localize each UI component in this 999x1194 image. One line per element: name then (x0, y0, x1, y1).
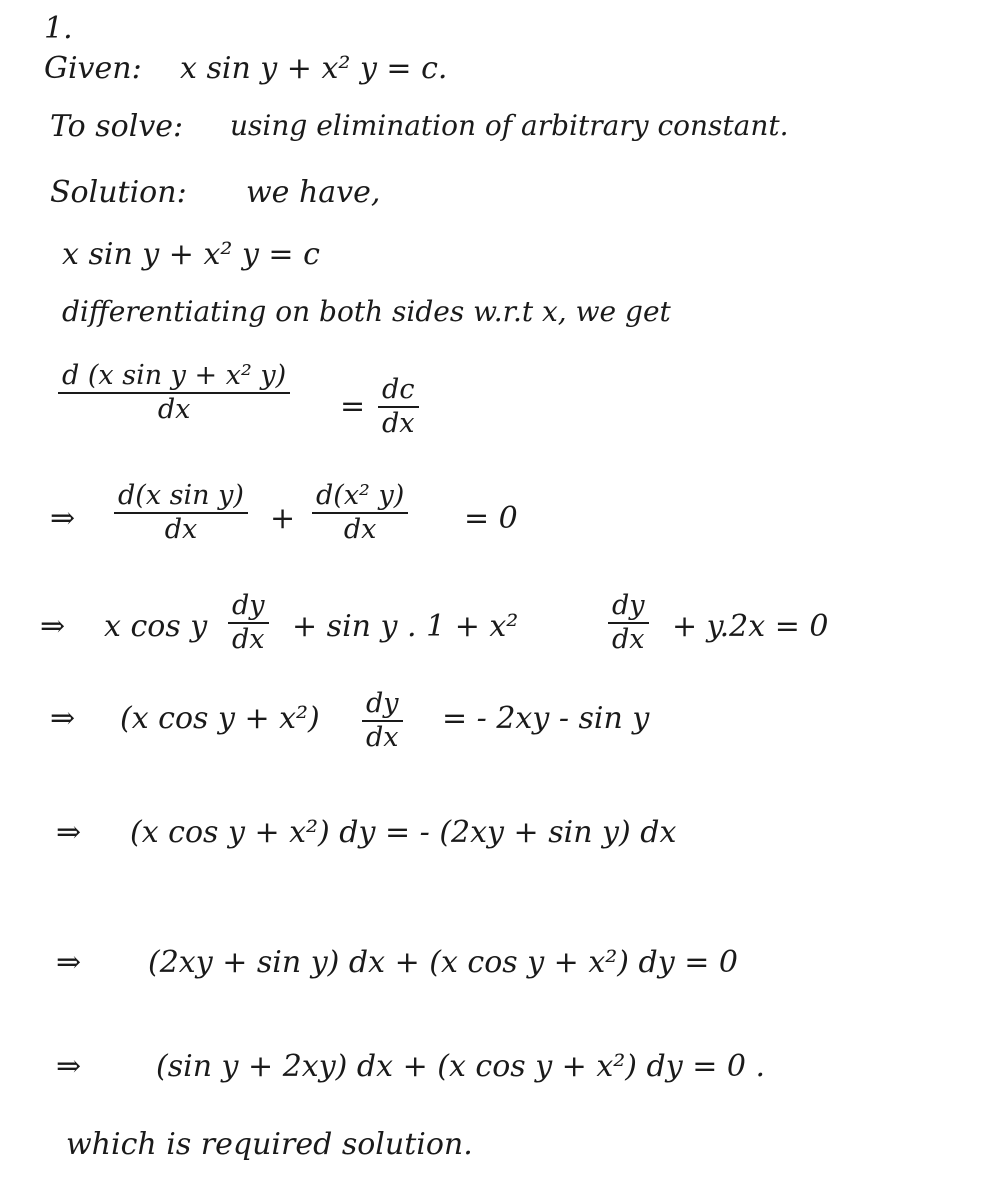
step2-term1-fraction (114, 482, 248, 545)
differentiating-text: differentiating on both sides w.r.t x, we get (62, 295, 671, 328)
step1-lhs-numerator: d (x sin y + x² y) (62, 360, 287, 391)
step4-post: = - 2xy - sin y (442, 701, 650, 736)
step3-fraction2 (608, 592, 649, 655)
step4-fraction-denominator: dx (366, 722, 399, 754)
given-label: Given: (44, 51, 142, 86)
step2-term2-fraction (312, 482, 408, 545)
step7-equation: (sin y + 2xy) dx + (x cos y + x²) dy = 0 . (156, 1049, 766, 1084)
step3-mid: + sin y . 1 + x² (292, 609, 519, 644)
step4-fraction (362, 690, 403, 753)
step3-fraction1-numerator: dy (232, 590, 265, 621)
solution-label: Solution: (50, 175, 187, 210)
step2-term2-denominator: dx (343, 514, 377, 546)
step3-fraction1 (228, 592, 269, 655)
step2-equals-zero: = 0 (464, 501, 518, 536)
step1-rhs-fraction (378, 376, 419, 439)
step6-equation: (2xy + sin y) dx + (x cos y + x²) dy = 0 (148, 945, 738, 980)
solution-intro: we have, (246, 175, 381, 210)
step2-term1-numerator: d(x sin y) (118, 480, 244, 511)
step1-lhs-fraction (58, 362, 290, 425)
step3-fraction1-denominator: dx (232, 624, 265, 656)
restated-equation: x sin y + x² y = c (62, 237, 320, 272)
step4-pre: (x cos y + x²) (120, 701, 320, 736)
step2-term2-numerator: d(x² y) (316, 480, 405, 511)
given-equation: x sin y + x² y = c. (180, 51, 448, 86)
step3-post: + y.2x = 0 (672, 609, 829, 644)
step1-rhs-denominator: dx (382, 408, 415, 440)
step4-implies: ⇒ (50, 701, 76, 736)
step3-fraction2-numerator: dy (612, 590, 645, 621)
step5-implies: ⇒ (56, 815, 82, 850)
step4-fraction-numerator: dy (366, 688, 399, 719)
step3-implies: ⇒ (40, 609, 66, 644)
step3-fraction2-denominator: dx (612, 624, 645, 656)
conclusion-text: which is required solution. (66, 1127, 473, 1162)
step2-term1-denominator: dx (164, 514, 198, 546)
step2-plus: + (270, 501, 296, 536)
step3-pre: x cos y (104, 609, 208, 644)
to-solve-text: using elimination of arbitrary constant. (230, 109, 789, 142)
problem-number: 1. (44, 11, 73, 46)
step1-lhs-denominator: dx (157, 394, 191, 426)
to-solve-label: To solve: (50, 109, 184, 144)
step7-implies: ⇒ (56, 1049, 82, 1084)
step1-rhs-numerator: dc (382, 374, 415, 405)
step2-implies: ⇒ (50, 501, 76, 536)
step6-implies: ⇒ (56, 945, 82, 980)
step5-equation: (x cos y + x²) dy = - (2xy + sin y) dx (130, 815, 677, 850)
step1-equals: = (340, 389, 366, 424)
